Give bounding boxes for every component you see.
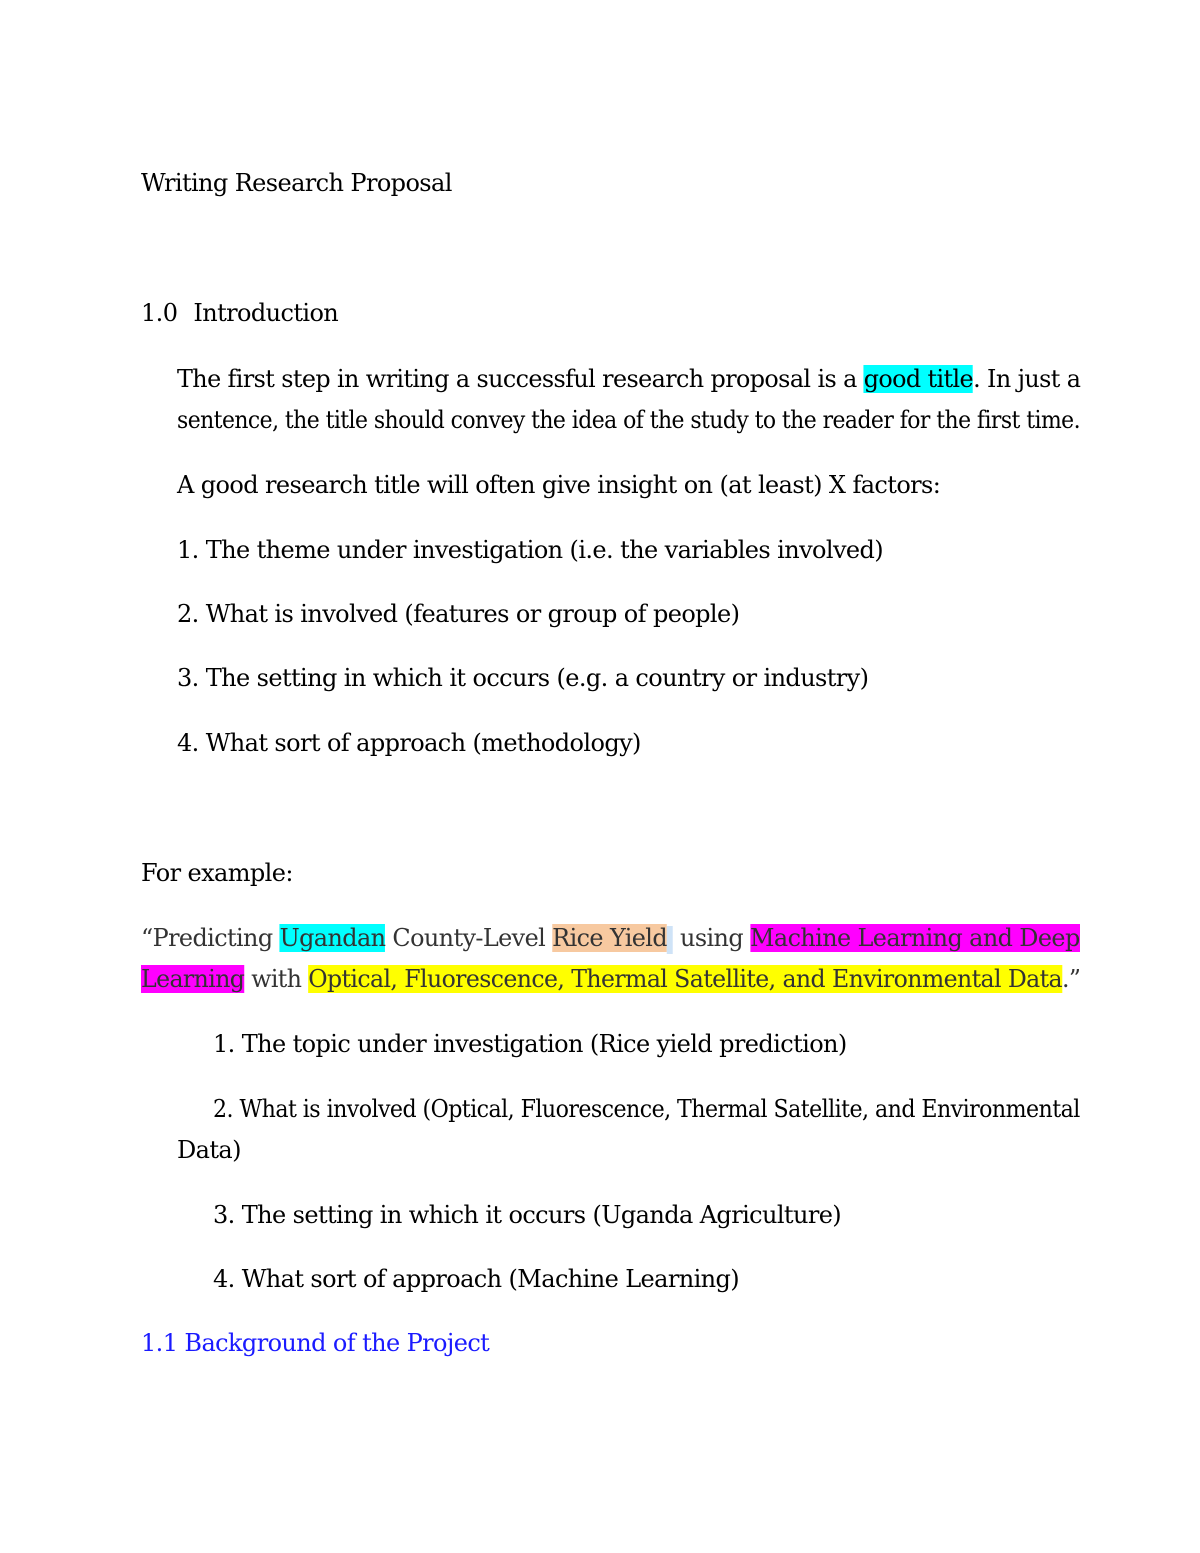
- example-point: 1. The topic under investigation (Rice yield prediction): [213, 1030, 847, 1058]
- example-text-c: with: [244, 965, 309, 993]
- example-text-b: using: [673, 924, 751, 952]
- intro-text-before: The first step in writing a successful research proposal is a: [177, 365, 864, 393]
- subsection-heading: [141, 1326, 489, 1360]
- highlight-crop: Rice Yield: [552, 924, 668, 952]
- example-title-line-1: [141, 921, 1080, 955]
- highlight-method-1: Machine Learning and Deep: [750, 924, 1080, 952]
- example-point: 2. What is involved (Optical, Fluorescence, Thermal Satellite, and Environmental: [213, 1095, 1080, 1123]
- highlight-data: Optical, Fluorescence, Thermal Satellite, and Environmental Data: [308, 965, 1063, 993]
- factor-item: 4. What sort of approach (methodology): [177, 729, 641, 757]
- example-text-a: County-Level: [385, 924, 553, 952]
- factors-intro: A good research title will often give insight on (at least) X factors:: [177, 471, 941, 499]
- intro-paragraph-line-1: [177, 362, 1080, 396]
- highlight-good-title: good title: [863, 365, 974, 393]
- factor-item: 3. The setting in which it occurs (e.g. a country or industry): [177, 664, 869, 692]
- highlight-country: Ugandan: [279, 924, 386, 952]
- example-point: 4. What sort of approach (Machine Learning): [213, 1265, 740, 1293]
- section-number: 1.0: [141, 299, 178, 327]
- intro-paragraph-line-2: sentence, the title should convey the idea of the study to the reader for the first time.: [177, 406, 1081, 434]
- example-label: For example:: [141, 859, 293, 887]
- section-label: Introduction: [193, 299, 339, 327]
- example-title-line-2: [141, 962, 1080, 996]
- intro-text-after: . In just a: [973, 365, 1081, 393]
- highlight-method-2: Learning: [141, 965, 245, 993]
- example-point: 3. The setting in which it occurs (Uganda Agriculture): [213, 1201, 842, 1229]
- subsection-label: Background of the Project: [184, 1329, 490, 1357]
- example-point-continuation: Data): [177, 1136, 241, 1164]
- factor-item: 1. The theme under investigation (i.e. the variables involved): [177, 536, 884, 564]
- document-title: Writing Research Proposal: [141, 169, 452, 197]
- subsection-number: 1.1: [141, 1329, 178, 1357]
- factor-item: 2. What is involved (features or group of people): [177, 600, 740, 628]
- example-open-quote: “Predicting: [141, 924, 280, 952]
- section-heading: [141, 296, 338, 330]
- example-close-quote: .”: [1062, 965, 1081, 993]
